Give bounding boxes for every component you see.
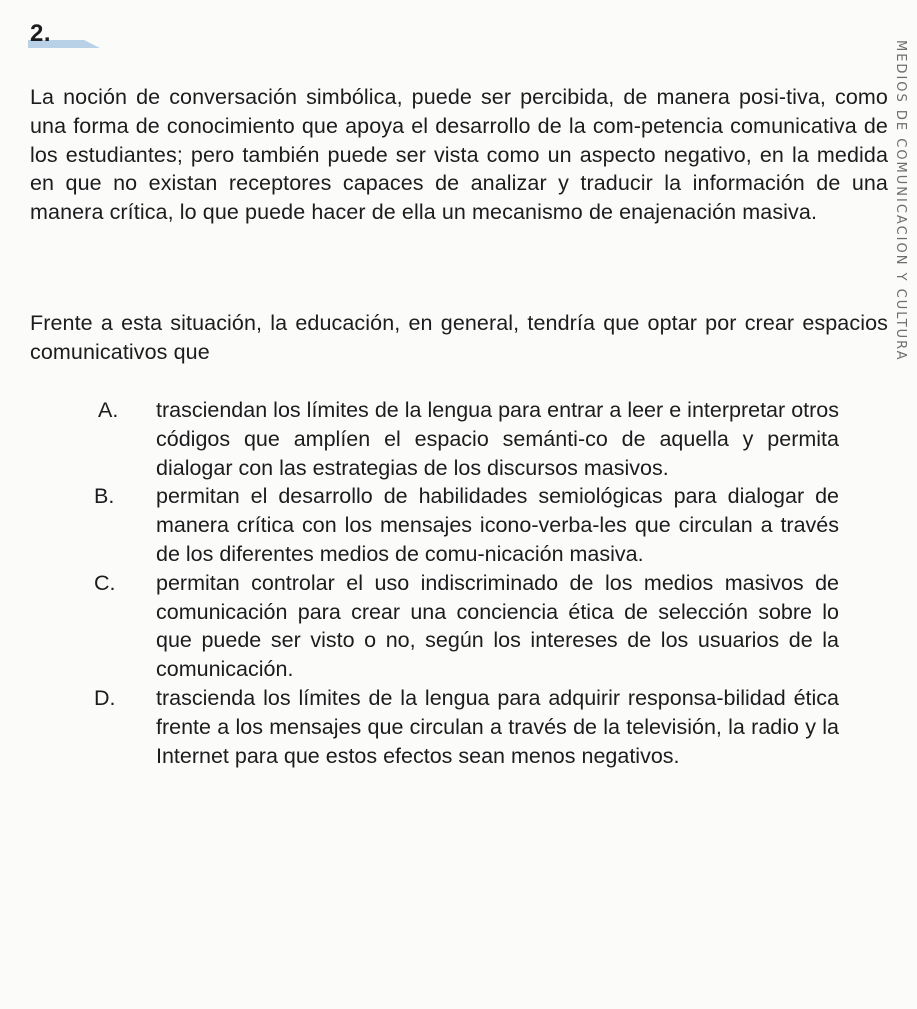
question-number-badge	[28, 18, 100, 48]
option-letter: D.	[94, 685, 116, 710]
question-number: 2.	[30, 20, 52, 47]
answer-options	[94, 396, 839, 770]
intro-paragraph: La noción de conversación simbólica, puede ser percibida, de manera posi-tiva, como una forma de conocimiento que apoya el desarrollo de la com-petencia comunicativa de los estudiantes; pero también puede ser vista como un aspecto negativo, en la medida en que no existan receptores capaces de analizar y traducir la información de una manera crítica, lo que puede hacer de ella un mecanismo de enajenación masiva.	[30, 85, 888, 225]
option-text: permitan el desarrollo de habilidades semiológicas para dialogar de manera crítica con los mensajes icono-verba-les que circulan a través de los diferentes medios de comu-nicación masiva.	[156, 484, 839, 566]
option-text: trascienda los límites de la lengua para adquirir responsa-bilidad ética frente a los mensajes que circulan a través de la televisión, la radio y la Internet para que estos efectos sean menos negativos.	[156, 685, 839, 768]
option-letter: A.	[98, 398, 119, 422]
option-b[interactable]	[94, 482, 839, 568]
option-d[interactable]	[94, 684, 839, 770]
option-letter: C.	[94, 570, 116, 595]
option-text: permitan controlar el uso indiscriminado de los medios masivos de comunicación para crear una conciencia ética de selección sobre lo que puede ser visto o no, según los intereses de los usuarios de la comunicación.	[156, 570, 839, 682]
question-prompt: Frente a esta situación, la educación, en general, tendría que optar por crear espacios comunicativos que	[30, 311, 888, 364]
option-a[interactable]	[94, 396, 839, 482]
option-c[interactable]	[94, 569, 839, 684]
option-letter: B.	[94, 484, 115, 509]
margin-running-header: MEDIOS DE COMUNICACIÓN Y CULTURA	[893, 40, 908, 362]
option-text: trasciendan los límites de la lengua para entrar a leer e interpretar otros códigos que amplíen el espacio semánti-co de aquella y permita dialogar con las estrategias de los discursos masivos.	[156, 398, 839, 480]
